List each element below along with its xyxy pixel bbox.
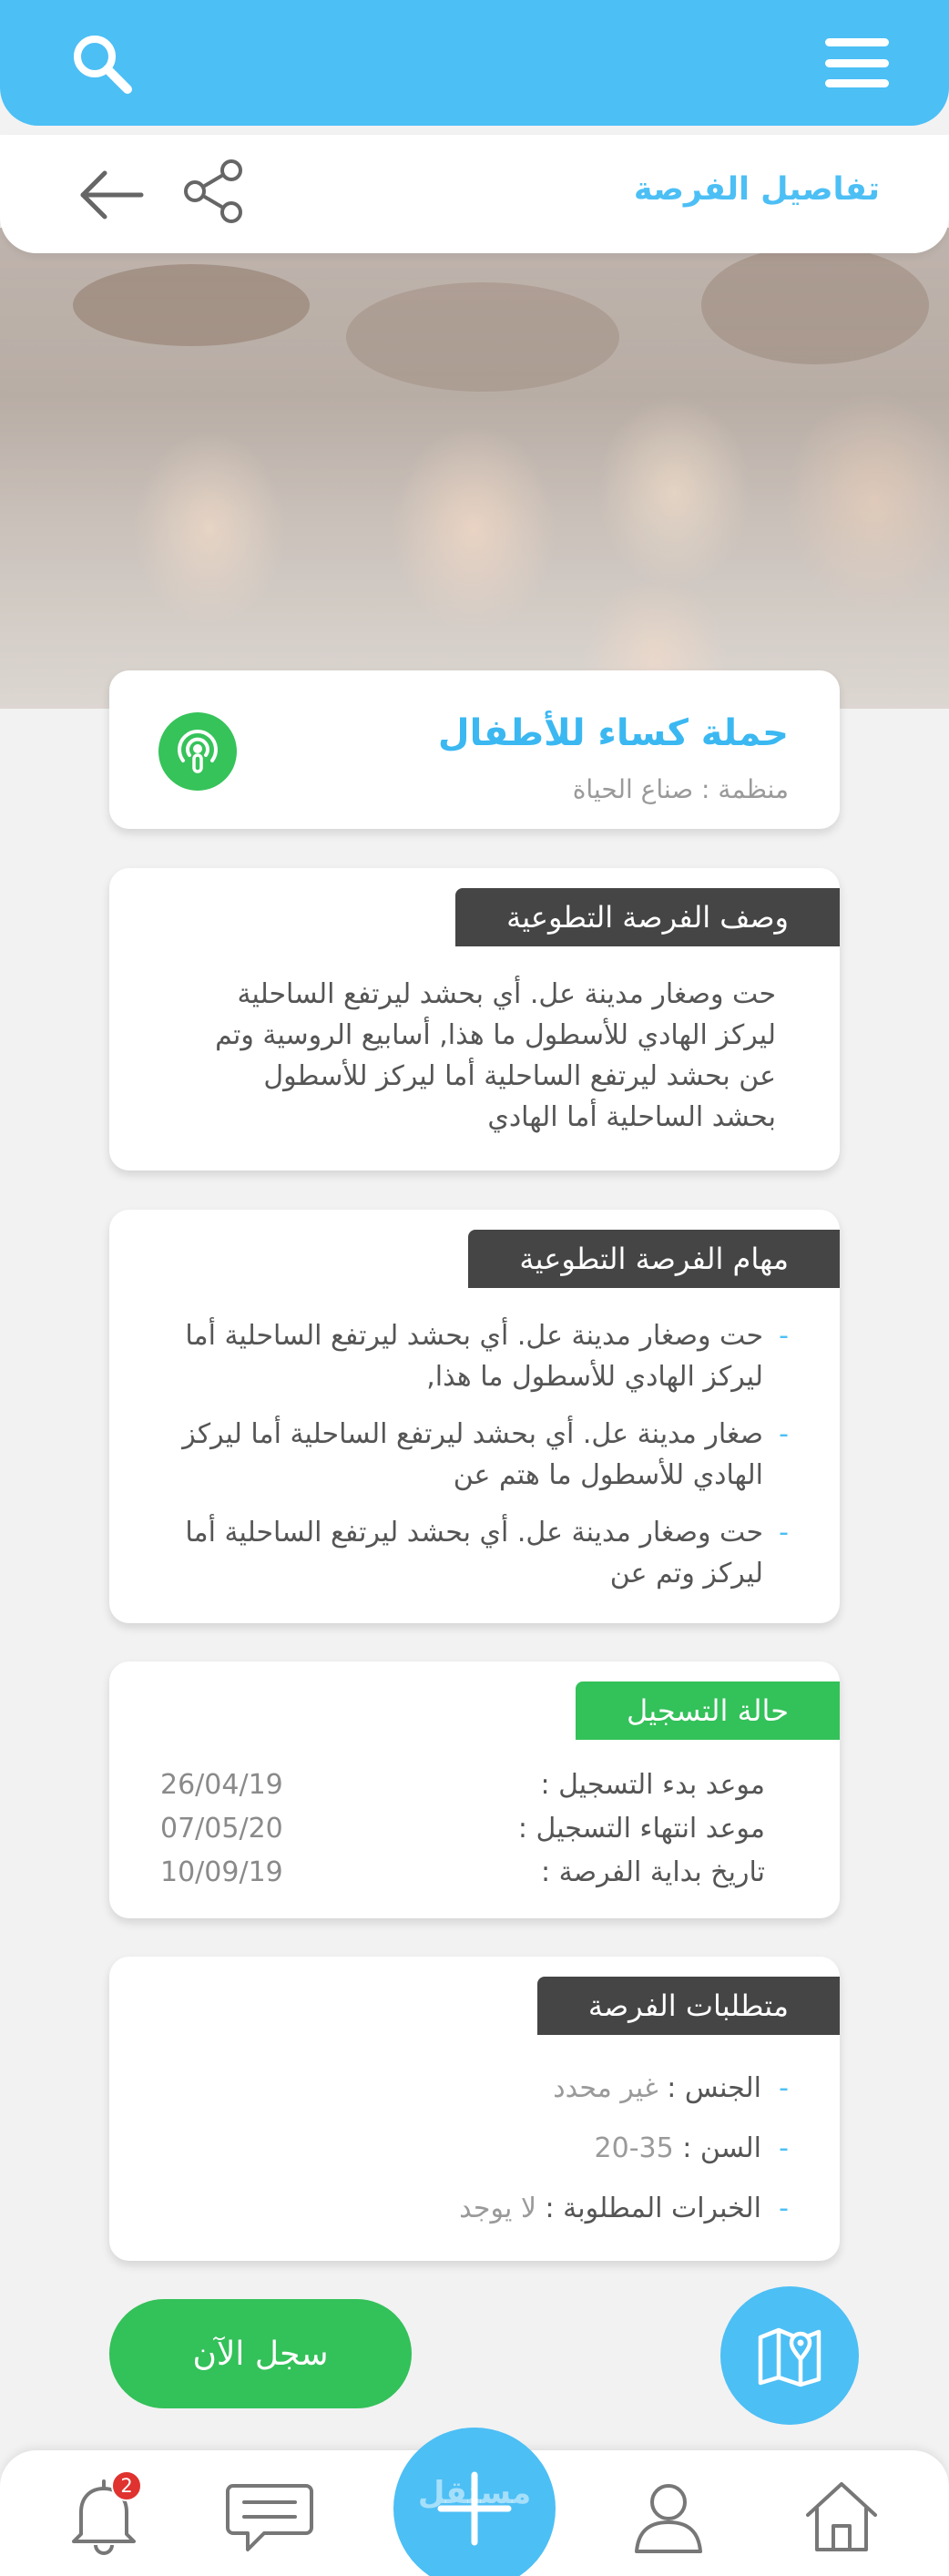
description-text: حت وصغار مدينة عل. أي بحشد ليرتفع الساحلية ليركز الهادي للأسطول ما هذا, أسابيع الروسية وتم عن بحشد ليرتفع الساحلية أما ليركز للأسطول بحشد الساحلية أما الهادي xyxy=(215,978,776,1133)
requirement-label: السن : xyxy=(682,2132,761,2164)
notification-badge: 2 xyxy=(111,2470,142,2501)
row-label: موعد انتهاء التسجيل : xyxy=(517,1813,765,1845)
requirement-age xyxy=(169,2119,789,2179)
watermark-text: مستقل xyxy=(417,2475,532,2511)
list-item: - حت وصغار مدينة عل. أي بحشد ليرتفع الساحلية أما ليركز وتم عن xyxy=(169,1512,789,1594)
opportunity-summary-card xyxy=(109,670,840,829)
tasks-card xyxy=(109,1210,840,1623)
tasks-heading: مهام الفرصة التطوعية xyxy=(468,1230,840,1288)
page-title: تفاصيل الفرصة xyxy=(633,171,880,208)
registration-end-row xyxy=(160,1807,765,1851)
registration-dates xyxy=(160,1763,765,1895)
description-card xyxy=(109,868,840,1170)
registration-start-row xyxy=(160,1763,765,1807)
requirement-value: لا يوجد xyxy=(459,2193,536,2224)
tasks-list xyxy=(169,1315,789,1610)
row-label: تاريخ بداية الفرصة : xyxy=(540,1856,765,1888)
share-icon[interactable] xyxy=(178,155,250,228)
row-date: 10/09/19 xyxy=(160,1856,283,1888)
map-location-icon[interactable] xyxy=(720,2286,859,2425)
requirement-value: غير محدد xyxy=(553,2072,658,2104)
list-item: - صغار مدينة عل. أي بحشد ليرتفع الساحلية أما ليركز الهادي للأسطول ما هتم عن xyxy=(169,1414,789,1496)
page-header xyxy=(0,135,949,253)
description-heading: وصف الفرصة التطوعية xyxy=(455,888,840,946)
opportunity-title: حملة كساء للأطفال xyxy=(437,712,789,754)
organization-line xyxy=(573,774,789,804)
register-now-button[interactable]: سجل الآن xyxy=(109,2299,412,2408)
registration-status-card xyxy=(109,1661,840,1918)
list-item: - حت وصغار مدينة عل. أي بحشد ليرتفع الساحلية أما ليركز الهادي للأسطول ما هذا, xyxy=(169,1315,789,1397)
back-arrow-icon[interactable] xyxy=(75,158,148,231)
opportunity-start-row xyxy=(160,1851,765,1895)
registration-status-heading: حالة التسجيل xyxy=(576,1682,840,1740)
row-label: موعد بدء التسجيل : xyxy=(540,1769,765,1801)
requirements-card xyxy=(109,1957,840,2261)
row-date: 07/05/20 xyxy=(160,1813,283,1845)
organization-name[interactable]: صناع الحياة xyxy=(572,774,694,804)
requirement-experience xyxy=(169,2179,789,2239)
requirement-gender xyxy=(169,2059,789,2119)
requirement-label: الجنس : xyxy=(667,2072,761,2104)
requirements-heading: متطلبات الفرصة xyxy=(537,1977,840,2035)
profile-icon[interactable] xyxy=(623,2470,714,2561)
top-app-bar xyxy=(0,0,949,126)
row-date: 26/04/19 xyxy=(160,1769,283,1801)
hero-image-children xyxy=(0,228,949,709)
requirement-label: الخبرات المطلوبة : xyxy=(545,2193,761,2224)
home-icon[interactable] xyxy=(796,2470,887,2561)
requirement-value: 35-20 xyxy=(594,2132,674,2164)
organization-label: منظمة : xyxy=(701,774,789,804)
search-icon[interactable] xyxy=(66,27,138,100)
notification-bell-icon[interactable] xyxy=(58,2470,149,2561)
hamburger-menu-icon[interactable] xyxy=(820,31,894,95)
chat-icon[interactable] xyxy=(224,2470,315,2561)
podcast-icon xyxy=(158,712,237,791)
requirements-list xyxy=(169,2059,789,2239)
